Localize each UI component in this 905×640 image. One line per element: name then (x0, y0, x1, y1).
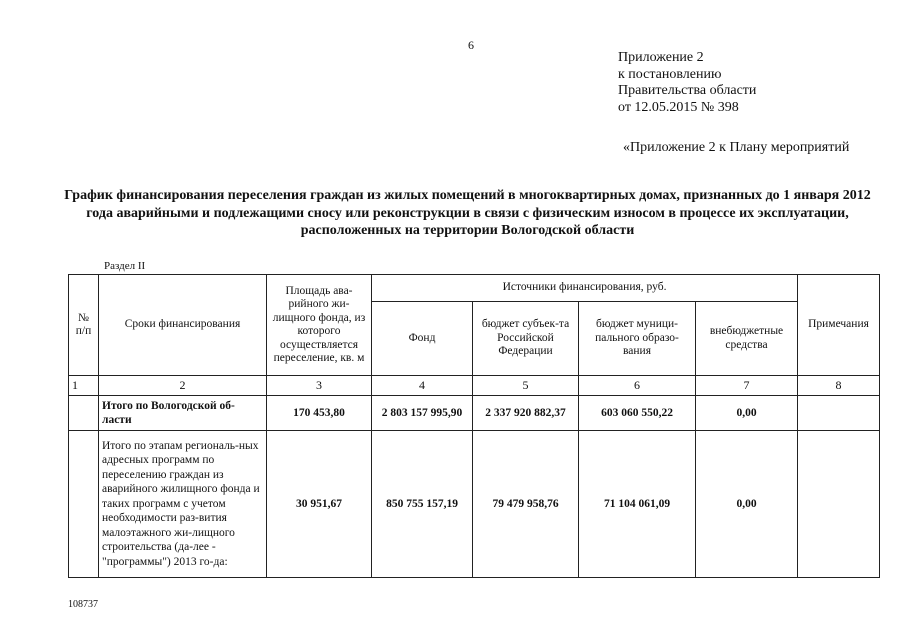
column-number: 6 (579, 376, 696, 396)
header-period: Сроки финансирования (99, 275, 267, 376)
cell-fund: 2 803 157 995,90 (372, 396, 473, 431)
cell-label: Итого по этапам региональ-ных адресных программ по переселению граждан из аварийного жилищного фонда и таких программ с учетом необходимости раз-вития малоэтажного жи-лищного строительства (да-лее - "программы") 2013 го-да: (99, 431, 267, 578)
document-title: График финансирования переселения граждан из жилых помещений в многоквартирных домах, признанных до 1 января 2012 года аварийными и подлежащими сносу или реконструкции в связи с физическим износом в процессе их эксплуатации, расположенных на территории Вологодской области (64, 188, 871, 238)
cell-regional: 79 479 958,76 (473, 431, 579, 578)
appendix-line: к постановлению (618, 66, 722, 82)
page-number: 6 (468, 38, 474, 52)
appendix-line: от 12.05.2015 № 398 (618, 99, 739, 115)
header-extra: внебюджетные средства (696, 302, 798, 376)
cell-fund: 850 755 157,19 (372, 431, 473, 578)
document-code: 108737 (68, 599, 98, 610)
column-number: 2 (99, 376, 267, 396)
header-row (69, 275, 880, 302)
appendix-line: Правительства области (618, 83, 757, 98)
header-notes: Примечания (798, 275, 880, 376)
appendix-block (618, 50, 756, 116)
column-number: 8 (798, 376, 880, 396)
header-area: Площадь ава-рийного жи-лищного фонда, из которого осуществляется переселение, кв. м (267, 275, 372, 376)
header-municipal: бюджет муници-пального образо-вания (579, 302, 696, 376)
appendix-line: Приложение 2 (618, 50, 704, 65)
cell-municipal: 603 060 550,22 (579, 396, 696, 431)
section-label: Раздел II (104, 260, 146, 272)
header-regional: бюджет субъек-та Российской Федерации (473, 302, 579, 376)
plan-appendix-label: «Приложение 2 к Плану мероприятий (623, 140, 850, 155)
column-number: 3 (267, 376, 372, 396)
cell-regional: 2 337 920 882,37 (473, 396, 579, 431)
header-sources: Источники финансирования, руб. (372, 275, 798, 302)
cell-municipal: 71 104 061,09 (579, 431, 696, 578)
financing-table (68, 274, 880, 578)
cell-num (69, 396, 99, 431)
cell-label: Итого по Вологодской об-ласти (99, 396, 267, 431)
cell-area: 170 453,80 (267, 396, 372, 431)
column-number: 1 (69, 376, 99, 396)
cell-notes (798, 396, 880, 431)
cell-extra: 0,00 (696, 431, 798, 578)
table-row-total (69, 396, 880, 431)
table-row-stage-2013 (69, 431, 880, 578)
header-num: № п/п (69, 275, 99, 376)
column-number: 7 (696, 376, 798, 396)
column-number: 5 (473, 376, 579, 396)
column-number-row (69, 376, 880, 396)
cell-area: 30 951,67 (267, 431, 372, 578)
header-fund: Фонд (372, 302, 473, 376)
column-number: 4 (372, 376, 473, 396)
cell-notes (798, 431, 880, 578)
cell-extra: 0,00 (696, 396, 798, 431)
cell-num (69, 431, 99, 578)
